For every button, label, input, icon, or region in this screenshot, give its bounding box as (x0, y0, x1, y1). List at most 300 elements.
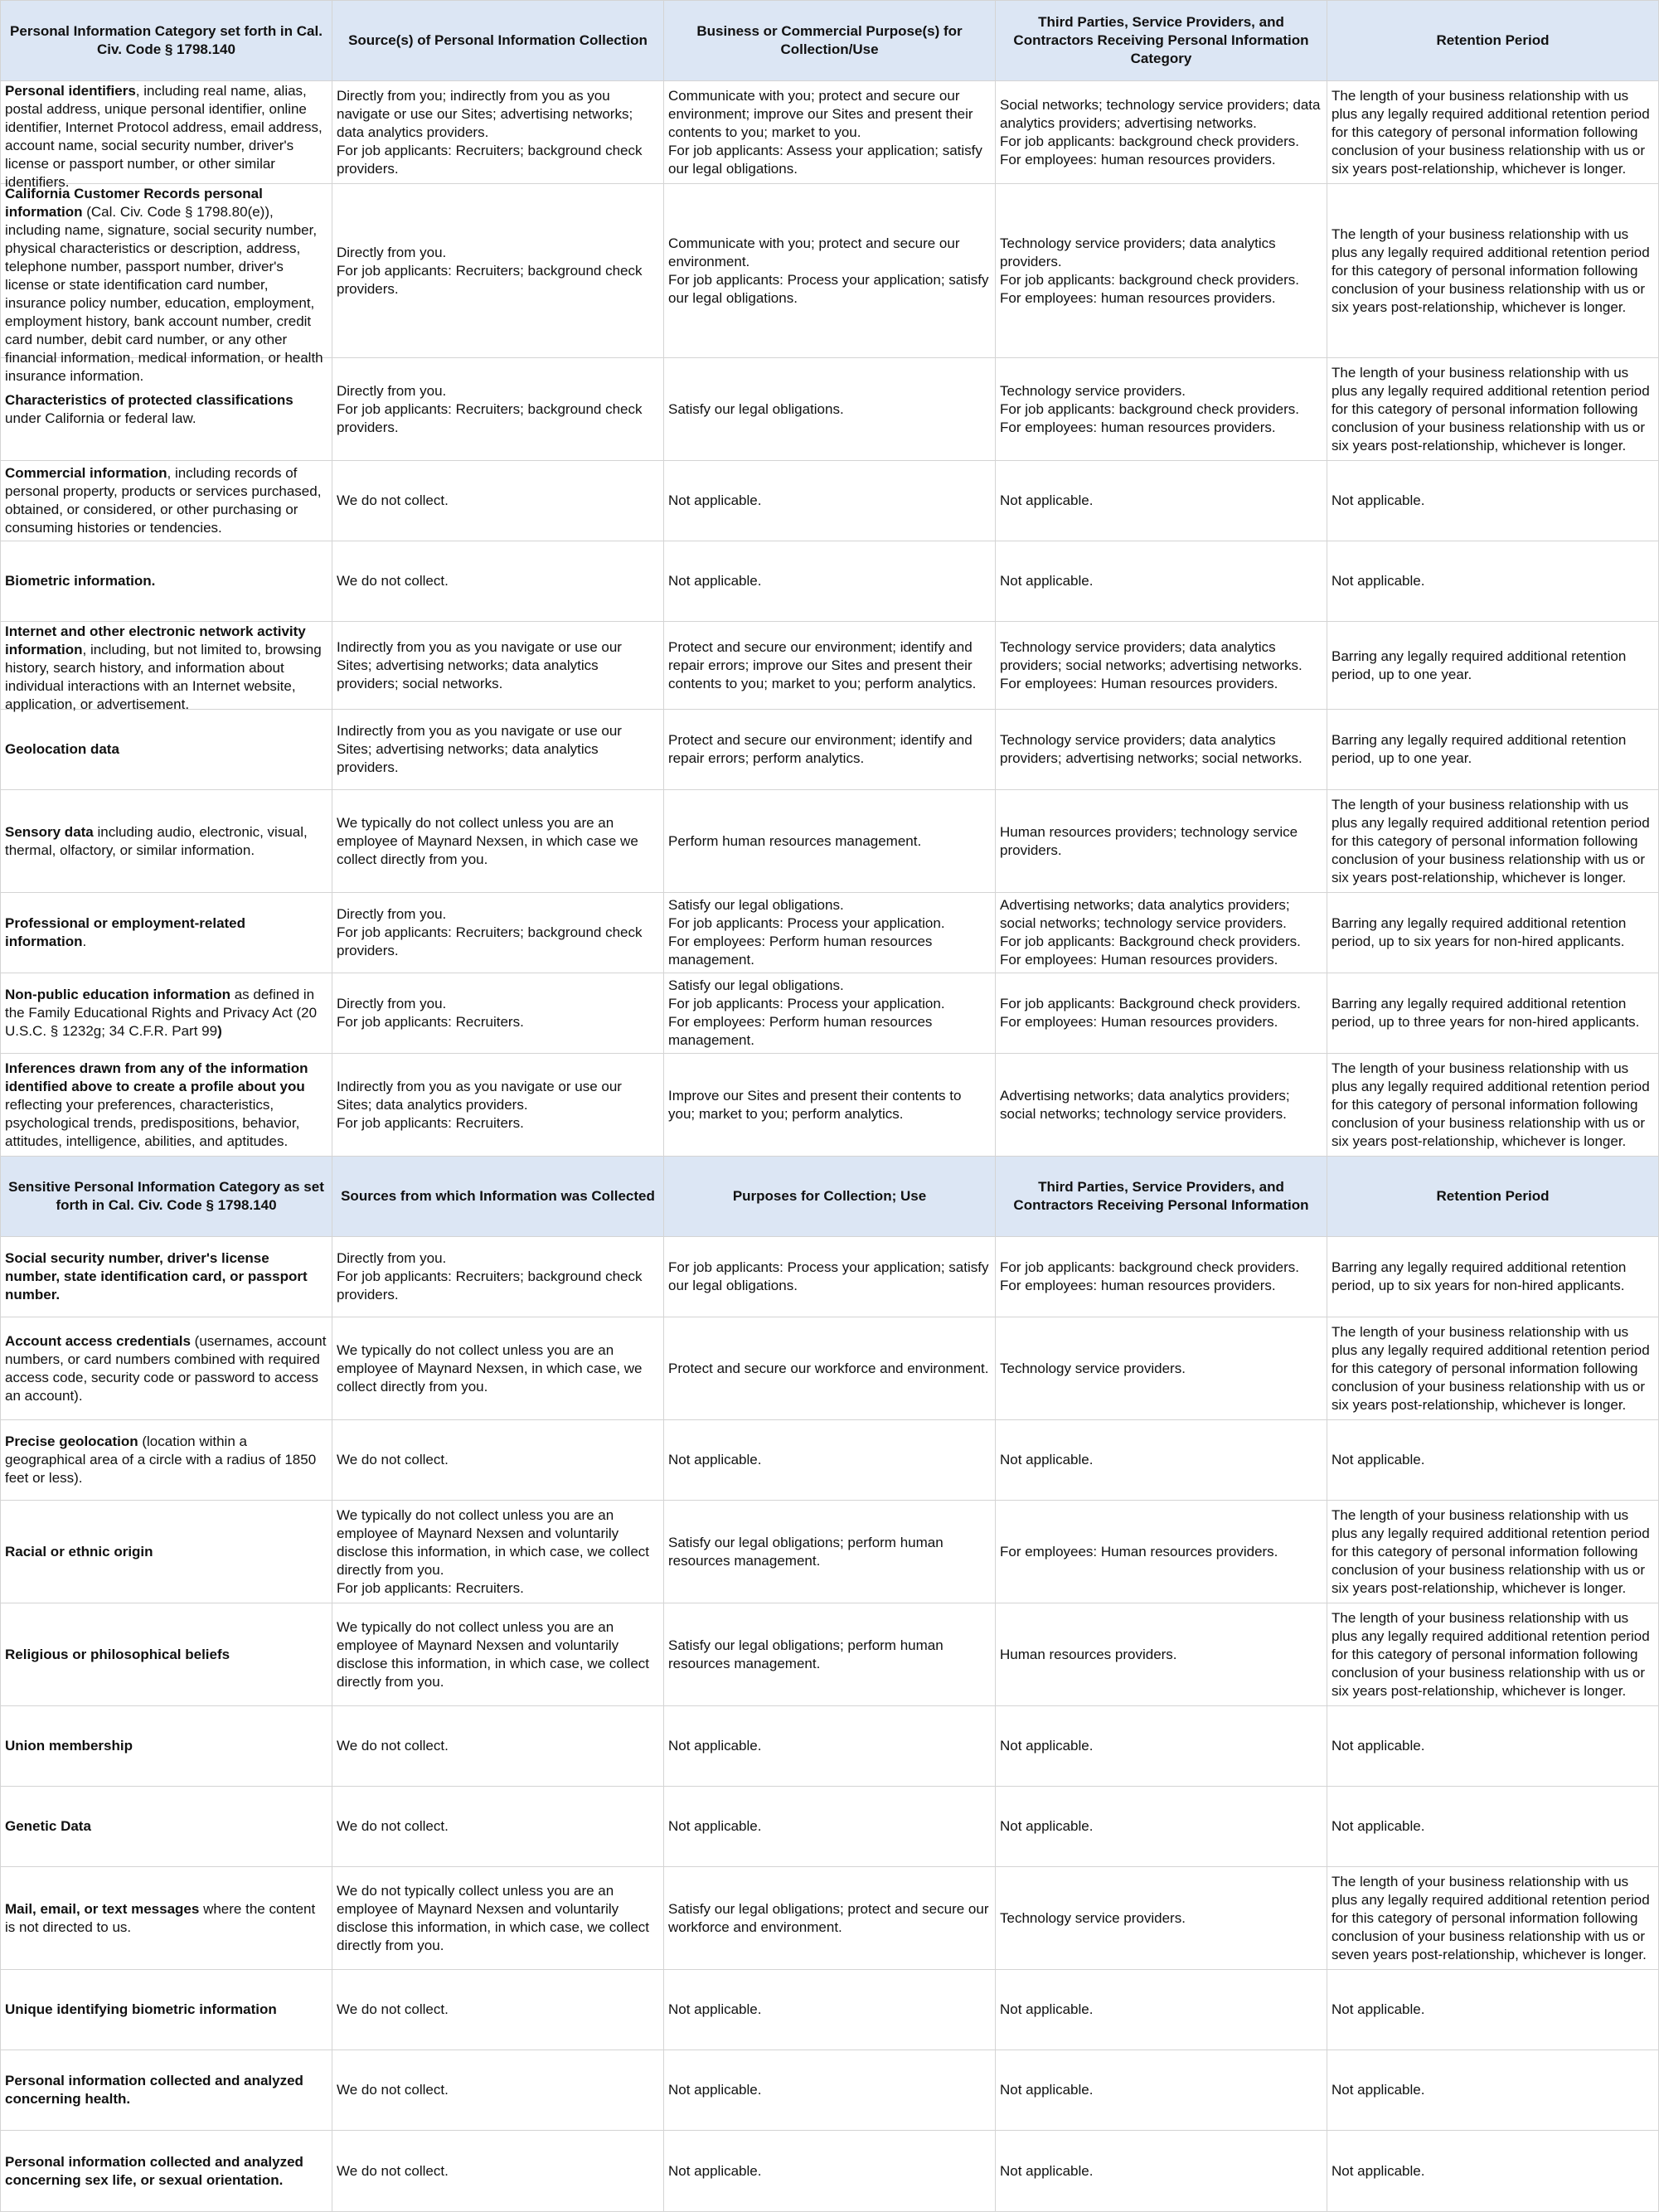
category-text (5, 185, 327, 384)
sources-cell[interactable] (332, 184, 664, 358)
category-description: , including, but not limited to, browsing history, search history, and information about individual interactions with an Internet website, application, or advertisement. (5, 641, 322, 712)
category-cell[interactable] (1, 1867, 332, 1970)
sources-cell[interactable] (332, 973, 664, 1054)
category-text (5, 1060, 327, 1151)
sources-cell[interactable] (332, 1317, 664, 1420)
retention-cell[interactable] (1327, 541, 1659, 622)
category-cell[interactable] (1, 541, 332, 622)
retention-line: Barring any legally required additional retention period, up to one year. (1332, 732, 1627, 766)
purposes-line: Satisfy our legal obligations; perform human resources management. (668, 1637, 943, 1671)
purposes-text (668, 572, 991, 590)
category-cell[interactable] (1, 973, 332, 1054)
purposes-cell[interactable] (664, 790, 996, 893)
recipients-line: For employees: human resources providers. (1000, 289, 1276, 306)
retention-text (1332, 1817, 1654, 1836)
column-header[interactable] (1327, 1, 1659, 81)
purposes-line: Communicate with you; protect and secure our environment. (668, 235, 960, 269)
retention-cell[interactable] (1327, 1603, 1659, 1706)
recipients-text (1000, 1451, 1322, 1469)
retention-cell[interactable] (1327, 1787, 1659, 1867)
table2-header-row (1, 1157, 1659, 1237)
table-row (1, 710, 1659, 790)
sources-cell[interactable] (332, 2050, 664, 2131)
sources-cell[interactable] (332, 1603, 664, 1706)
retention-line: Not applicable. (1332, 1452, 1425, 1467)
column-header[interactable] (1, 1157, 332, 1237)
recipients-text (1000, 1646, 1322, 1664)
retention-cell[interactable] (1327, 81, 1659, 184)
retention-cell[interactable] (1327, 1867, 1659, 1970)
sources-cell[interactable] (332, 1706, 664, 1787)
recipients-line: Human resources providers. (1000, 1646, 1177, 1662)
recipients-cell[interactable] (996, 1787, 1327, 1867)
purposes-cell[interactable] (664, 973, 996, 1054)
category-name: Racial or ethnic origin (5, 1543, 153, 1560)
recipients-line: For employees: Human resources providers. (1000, 1543, 1278, 1560)
category-cell[interactable] (1, 1787, 332, 1867)
category-text (5, 623, 327, 712)
category-text (5, 1646, 327, 1664)
retention-cell[interactable] (1327, 184, 1659, 358)
category-name: Personal identifiers (5, 82, 136, 99)
recipients-line: Not applicable. (1000, 492, 1094, 508)
sources-text (337, 722, 659, 777)
retention-text (1332, 995, 1654, 1031)
category-description: . (82, 934, 87, 949)
sources-line: We typically do not collect unless you are an employee of Maynard Nexsen, in which case, we collect directly from you. (337, 1341, 643, 1395)
recipients-cell[interactable] (996, 1970, 1327, 2050)
sources-text (337, 1506, 659, 1598)
purposes-text (668, 400, 991, 419)
recipients-cell[interactable] (996, 893, 1327, 973)
sources-line: We do not collect. (337, 1818, 449, 1834)
purposes-line: Protect and secure our environment; identify and repair errors; improve our Sites and present their contents to you; market to you; perform analytics. (668, 638, 977, 691)
recipients-text (1000, 2162, 1322, 2180)
purposes-text (668, 87, 991, 178)
sources-text (337, 814, 659, 869)
recipients-text (1000, 235, 1322, 308)
sources-text (337, 2162, 659, 2180)
category-cell[interactable] (1, 1237, 332, 1317)
column-header-label: Retention Period (1436, 32, 1550, 48)
sources-line: For job applicants: Recruiters. (337, 1014, 524, 1030)
sources-text (337, 1451, 659, 1469)
purposes-cell[interactable] (664, 541, 996, 622)
recipients-cell[interactable] (996, 461, 1327, 541)
category-text (5, 1817, 327, 1836)
category-name: Personal information collected and analyzed concerning health. (5, 2073, 303, 2107)
recipients-cell[interactable] (996, 358, 1327, 461)
sources-line: Indirectly from you as you navigate or use our Sites; advertising networks; data analytics providers; social networks. (337, 638, 622, 691)
category-cell[interactable] (1, 622, 332, 710)
category-text (5, 986, 327, 1041)
sources-text (337, 244, 659, 298)
category-text (5, 464, 327, 537)
purposes-line: Satisfy our legal obligations. (668, 897, 844, 913)
category-cell[interactable] (1, 2131, 332, 2212)
sources-cell[interactable] (332, 1237, 664, 1317)
retention-text (1332, 572, 1654, 590)
category-cell[interactable] (1, 81, 332, 190)
column-header[interactable] (1327, 1157, 1659, 1237)
purposes-cell[interactable] (664, 893, 996, 973)
sources-cell[interactable] (332, 461, 664, 541)
table-row (1, 2131, 1659, 2212)
purposes-cell[interactable] (664, 1420, 996, 1501)
purposes-line: Not applicable. (668, 1738, 762, 1754)
sources-cell[interactable] (332, 893, 664, 973)
sources-text (337, 905, 659, 960)
sources-line: We do not typically collect unless you are an employee of Maynard Nexsen and voluntarily disclose this information, in which case, we collect directly from you. (337, 1882, 649, 1953)
purposes-line: Not applicable. (668, 2082, 762, 2098)
sources-line: Indirectly from you as you navigate or use our Sites; advertising networks; data analytics providers. (337, 723, 622, 775)
purposes-text (668, 1637, 991, 1673)
recipients-line: For job applicants: background check providers. (1000, 1259, 1299, 1275)
sources-cell[interactable] (332, 1867, 664, 1970)
category-name: Characteristics of protected classifications (5, 391, 293, 408)
category-name: Inferences drawn from any of the information identified above to create a profile about you (5, 1060, 308, 1094)
column-header-label: Sensitive Personal Information Category as set forth in Cal. Civ. Code § 1798.140 (8, 1179, 324, 1213)
sources-line: We do not collect. (337, 492, 449, 508)
category-description: (usernames, account numbers, or card numbers combined with required access code, security code or password to access an account). (5, 1332, 327, 1404)
purposes-text (668, 492, 991, 510)
recipients-text (1000, 638, 1322, 693)
recipients-text (1000, 1817, 1322, 1836)
sources-text (337, 638, 659, 693)
retention-text (1332, 1259, 1654, 1295)
sources-line: We typically do not collect unless you are an employee of Maynard Nexsen and voluntarily disclose this information, in which case, we collect directly from you. (337, 1618, 649, 1690)
column-header[interactable] (996, 1157, 1327, 1237)
category-description: , including real name, alias, postal address, unique personal identifier, online identifier, Internet Protocol address, email address, account name, social security number, driver's license or passport number, or other similar identifiers. (5, 82, 323, 190)
column-header-label: Third Parties, Service Providers, and Contractors Receiving Personal Information Category (1013, 14, 1309, 66)
category-cell[interactable] (1, 461, 332, 541)
category-description: under California or federal law. (5, 410, 196, 426)
purposes-line: Not applicable. (668, 492, 762, 508)
purposes-cell[interactable] (664, 81, 996, 184)
retention-cell[interactable] (1327, 1501, 1659, 1603)
purposes-text (668, 832, 991, 851)
table-row (1, 1054, 1659, 1157)
retention-cell[interactable] (1327, 358, 1659, 461)
category-cell[interactable] (1, 1970, 332, 2050)
sources-line: We do not collect. (337, 2162, 449, 2179)
retention-text (1332, 2162, 1654, 2180)
recipients-line: Not applicable. (1000, 1452, 1094, 1467)
recipients-line: Not applicable. (1000, 2162, 1094, 2179)
category-cell[interactable] (1, 1317, 332, 1420)
retention-text (1332, 1873, 1654, 1964)
table-row (1, 81, 1659, 184)
recipients-line: For employees: Human resources providers. (1000, 1014, 1278, 1030)
purposes-cell[interactable] (664, 358, 996, 461)
category-cell[interactable] (1, 1706, 332, 1787)
category-cell[interactable] (1, 790, 332, 893)
category-name: Commercial information (5, 465, 167, 481)
category-text (5, 572, 327, 590)
retention-line: Not applicable. (1332, 492, 1425, 508)
purposes-cell[interactable] (664, 1603, 996, 1706)
category-text (5, 823, 327, 860)
purposes-text (668, 1259, 991, 1295)
column-header[interactable] (332, 1, 664, 81)
purposes-cell[interactable] (664, 1706, 996, 1787)
sources-cell[interactable] (332, 710, 664, 790)
category-name: Non-public education information (5, 987, 230, 1002)
sources-line: Directly from you. (337, 906, 447, 922)
recipients-text (1000, 1360, 1322, 1378)
recipients-text (1000, 382, 1322, 437)
retention-cell[interactable] (1327, 1237, 1659, 1317)
sources-cell[interactable] (332, 1501, 664, 1603)
recipients-cell[interactable] (996, 1603, 1327, 1706)
recipients-cell[interactable] (996, 541, 1327, 622)
category-text (5, 1543, 327, 1561)
purposes-line: For employees: Perform human resources management. (668, 934, 933, 968)
purposes-line: For job applicants: Process your application. (668, 996, 945, 1011)
recipients-line: For job applicants: background check providers. (1000, 133, 1299, 149)
column-header-label: Personal Information Category set forth in Cal. Civ. Code § 1798.140 (10, 23, 323, 57)
recipients-line: For employees: human resources providers. (1000, 419, 1276, 435)
retention-cell[interactable] (1327, 1706, 1659, 1787)
recipients-line: For employees: Human resources providers. (1000, 952, 1278, 968)
purposes-cell[interactable] (664, 622, 996, 710)
column-header[interactable] (996, 1, 1327, 81)
purposes-text (668, 2001, 991, 2019)
purposes-cell[interactable] (664, 1054, 996, 1157)
sources-text (337, 1618, 659, 1691)
purposes-line: Satisfy our legal obligations. (668, 977, 844, 993)
column-header[interactable] (332, 1157, 664, 1237)
recipients-cell[interactable] (996, 81, 1327, 184)
retention-line: Not applicable. (1332, 2001, 1425, 2017)
recipients-cell[interactable] (996, 1054, 1327, 1157)
retention-text (1332, 1060, 1654, 1151)
purposes-cell[interactable] (664, 2050, 996, 2131)
sources-line: For job applicants: Recruiters; background check providers. (337, 924, 643, 958)
purposes-line: For employees: Perform human resources management. (668, 1014, 933, 1048)
sources-text (337, 1078, 659, 1133)
retention-text (1332, 648, 1654, 684)
retention-cell[interactable] (1327, 1054, 1659, 1157)
retention-line: Not applicable. (1332, 2082, 1425, 2098)
purposes-line: Protect and secure our workforce and environment. (668, 1360, 989, 1376)
category-text (5, 1433, 327, 1487)
purposes-cell[interactable] (664, 710, 996, 790)
category-text (5, 2153, 327, 2190)
purposes-cell[interactable] (664, 1970, 996, 2050)
sources-line: For job applicants: Recruiters. (337, 1579, 524, 1596)
retention-text (1332, 1506, 1654, 1598)
recipients-line: Technology service providers; data analytics providers; social networks; advertising networks. (1000, 638, 1302, 673)
retention-line: Not applicable. (1332, 573, 1425, 589)
sources-text (337, 572, 659, 590)
table-row (1, 461, 1659, 541)
recipients-cell[interactable] (996, 973, 1327, 1054)
retention-text (1332, 226, 1654, 317)
retention-text (1332, 2081, 1654, 2099)
sources-line: We do not collect. (337, 1452, 449, 1467)
recipients-line: For job applicants: background check providers. (1000, 271, 1299, 288)
recipients-line: Technology service providers; data analytics providers; advertising networks; social networks. (1000, 732, 1302, 766)
sources-cell[interactable] (332, 541, 664, 622)
sources-cell[interactable] (332, 1787, 664, 1867)
table-row (1, 1501, 1659, 1603)
recipients-line: Advertising networks; data analytics providers; social networks; technology service providers. (1000, 1087, 1290, 1122)
purposes-text (668, 638, 991, 693)
recipients-cell[interactable] (996, 1317, 1327, 1420)
table-row (1, 1706, 1659, 1787)
sources-line: We typically do not collect unless you are an employee of Maynard Nexsen and voluntarily disclose this information, in which case, we collect directly from you. (337, 1506, 649, 1578)
retention-line: The length of your business relationship with us plus any legally required additional retention period for this category of personal information following conclusion of your business relationship with us or six years post-relationship, whichever is longer. (1332, 1506, 1650, 1596)
sources-cell[interactable] (332, 1970, 664, 2050)
sources-line: Directly from you. (337, 382, 447, 399)
recipients-cell[interactable] (996, 622, 1327, 710)
category-name: Account access credentials (5, 1332, 191, 1349)
sources-line: We do not collect. (337, 1738, 449, 1754)
category-cell[interactable] (1, 2050, 332, 2131)
category-cell[interactable] (1, 710, 332, 790)
retention-text (1332, 796, 1654, 887)
table-row (1, 1603, 1659, 1706)
recipients-cell[interactable] (996, 790, 1327, 893)
recipients-line: For job applicants: Background check providers. (1000, 934, 1301, 949)
purposes-text (668, 2081, 991, 2099)
recipients-text (1000, 995, 1322, 1031)
retention-text (1332, 492, 1654, 510)
sources-line: For job applicants: Recruiters; background check providers. (337, 400, 643, 435)
column-header[interactable] (664, 1, 996, 81)
retention-line: Barring any legally required additional retention period, up to six years for non-hired applicants. (1332, 915, 1627, 949)
recipients-cell[interactable] (996, 1501, 1327, 1603)
purposes-cell[interactable] (664, 184, 996, 358)
retention-text (1332, 914, 1654, 951)
retention-cell[interactable] (1327, 2131, 1659, 2212)
retention-cell[interactable] (1327, 1420, 1659, 1501)
recipients-cell[interactable] (996, 184, 1327, 358)
retention-text (1332, 87, 1654, 178)
table-row (1, 1420, 1659, 1501)
recipients-text (1000, 823, 1322, 860)
retention-line: The length of your business relationship with us plus any legally required additional retention period for this category of personal information following conclusion of your business relationship with us or six years post-relationship, whichever is longer. (1332, 1060, 1650, 1149)
sources-line: We do not collect. (337, 573, 449, 589)
table-row (1, 790, 1659, 893)
retention-cell[interactable] (1327, 973, 1659, 1054)
purposes-cell[interactable] (664, 1867, 996, 1970)
recipients-cell[interactable] (996, 1237, 1327, 1317)
purposes-cell[interactable] (664, 1317, 996, 1420)
sources-line: For job applicants: Recruiters; background check providers. (337, 262, 643, 297)
recipients-text (1000, 492, 1322, 510)
recipients-cell[interactable] (996, 1420, 1327, 1501)
column-header[interactable] (664, 1157, 996, 1237)
purposes-cell[interactable] (664, 1787, 996, 1867)
table-row (1, 622, 1659, 710)
retention-line: The length of your business relationship with us plus any legally required additional retention period for this category of personal information following conclusion of your business relationship with us or six years post-relationship, whichever is longer. (1332, 364, 1650, 454)
sources-line: For job applicants: Recruiters; background check providers. (337, 142, 643, 177)
category-description: , including records of personal property, products or services purchased, obtained, or considered, or other purchasing or consuming histories or tendencies. (5, 465, 322, 536)
sources-cell[interactable] (332, 358, 664, 461)
category-cell[interactable] (1, 1501, 332, 1603)
purposes-cell[interactable] (664, 2131, 996, 2212)
recipients-line: For employees: human resources providers. (1000, 1278, 1276, 1293)
recipients-text (1000, 1737, 1322, 1755)
recipients-line: Advertising networks; data analytics providers; social networks; technology service providers. (1000, 897, 1290, 931)
category-text (5, 740, 327, 759)
category-text (5, 1737, 327, 1755)
recipients-line: Not applicable. (1000, 1818, 1094, 1834)
category-text (5, 914, 327, 951)
category-text (5, 1249, 327, 1304)
sources-cell[interactable] (332, 1420, 664, 1501)
category-cell[interactable] (1, 1054, 332, 1157)
purposes-cell[interactable] (664, 1237, 996, 1317)
retention-cell[interactable] (1327, 1970, 1659, 2050)
retention-line: Barring any legally required additional retention period, up to three years for non-hired applicants. (1332, 996, 1640, 1030)
sources-cell[interactable] (332, 622, 664, 710)
recipients-line: Social networks; technology service providers; data analytics providers; advertising networks. (1000, 96, 1321, 131)
sources-line: We typically do not collect unless you are an employee of Maynard Nexsen, in which case we collect directly from you. (337, 814, 638, 867)
recipients-line: Not applicable. (1000, 2001, 1094, 2017)
sources-cell[interactable] (332, 2131, 664, 2212)
table-row (1, 973, 1659, 1054)
sources-cell[interactable] (332, 81, 664, 184)
table-row (1, 1237, 1659, 1317)
sources-line: Directly from you. (337, 996, 447, 1011)
recipients-cell[interactable] (996, 2131, 1327, 2212)
purposes-line: For job applicants: Process your application; satisfy our legal obligations. (668, 271, 989, 306)
category-cell[interactable] (1, 184, 332, 384)
recipients-line: Technology service providers. (1000, 1360, 1186, 1376)
sources-cell[interactable] (332, 1054, 664, 1157)
retention-cell[interactable] (1327, 790, 1659, 893)
recipients-cell[interactable] (996, 710, 1327, 790)
retention-text (1332, 1609, 1654, 1700)
recipients-cell[interactable] (996, 1867, 1327, 1970)
category-cell[interactable] (1, 1420, 332, 1501)
recipients-cell[interactable] (996, 1706, 1327, 1787)
category-description: reflecting your preferences, characteristics, psychological trends, predispositions, behavior, attitudes, intelligence, abilities, and aptitudes. (5, 1096, 300, 1149)
sources-text (337, 1249, 659, 1304)
recipients-cell[interactable] (996, 2050, 1327, 2131)
category-cell[interactable] (1, 1603, 332, 1706)
category-name: Sensory data (5, 823, 94, 840)
purposes-text (668, 1087, 991, 1123)
category-name: Union membership (5, 1738, 133, 1754)
retention-cell[interactable] (1327, 1317, 1659, 1420)
purposes-cell[interactable] (664, 1501, 996, 1603)
retention-cell[interactable] (1327, 893, 1659, 973)
table-row (1, 2050, 1659, 2131)
retention-cell[interactable] (1327, 710, 1659, 790)
column-header[interactable] (1, 1, 332, 81)
purposes-line: Communicate with you; protect and secure our environment; improve our Sites and present their contents to you; market to you. (668, 87, 973, 140)
recipients-line: For employees: human resources providers. (1000, 151, 1276, 167)
recipients-line: Technology service providers. (1000, 1909, 1186, 1926)
retention-cell[interactable] (1327, 461, 1659, 541)
recipients-line: Not applicable. (1000, 1738, 1094, 1754)
purposes-cell[interactable] (664, 461, 996, 541)
category-cell[interactable] (1, 893, 332, 973)
category-description: (location within a geographical area of a circle with a radius of 1850 feet or less). (5, 1433, 317, 1486)
sources-line: For job applicants: Recruiters; background check providers. (337, 1269, 643, 1302)
column-header-label: Source(s) of Personal Information Collection (348, 32, 648, 48)
retention-cell[interactable] (1327, 622, 1659, 710)
retention-text (1332, 1451, 1654, 1469)
category-text (5, 1900, 327, 1937)
sources-cell[interactable] (332, 790, 664, 893)
table-row (1, 358, 1659, 461)
retention-cell[interactable] (1327, 2050, 1659, 2131)
